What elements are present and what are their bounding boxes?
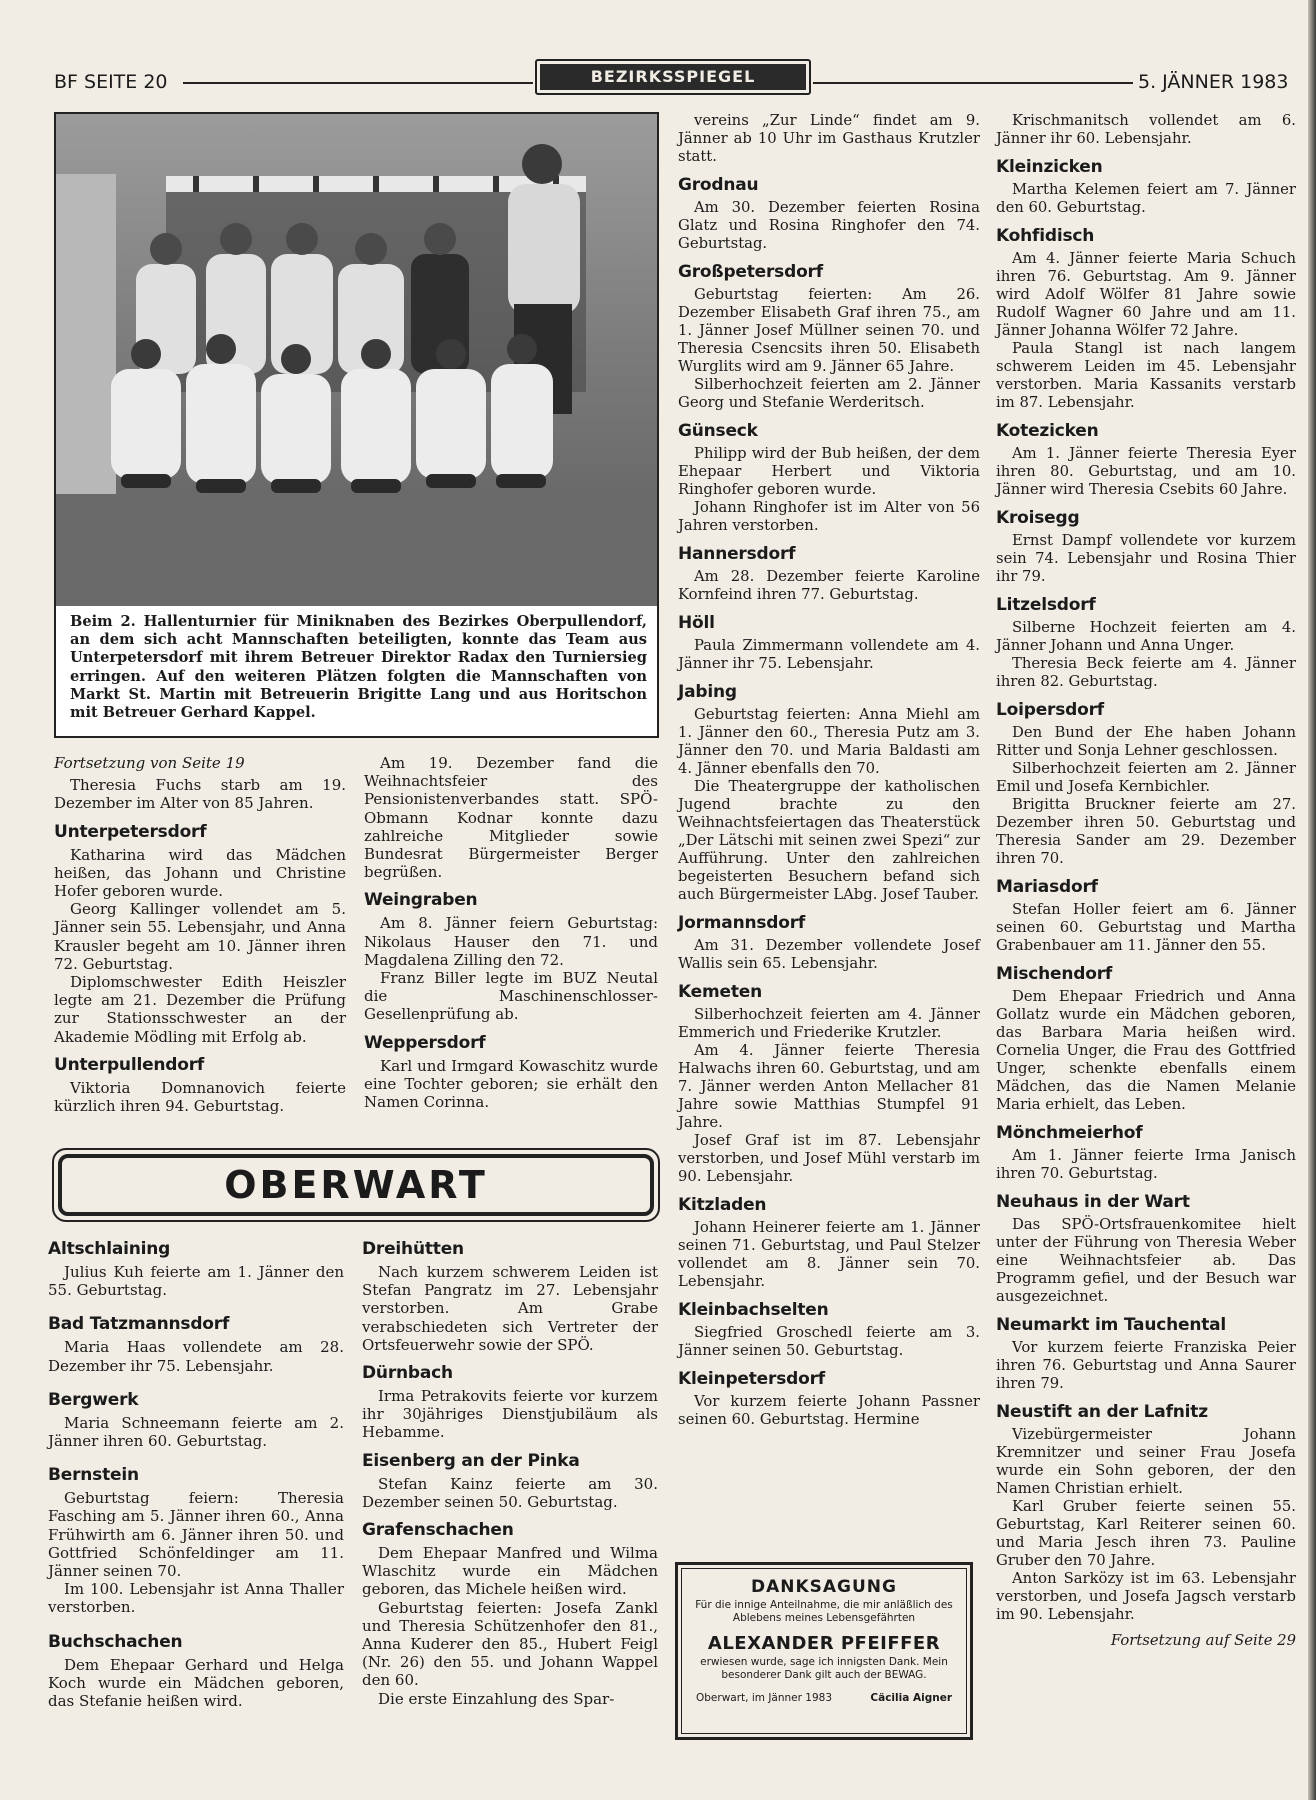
paragraph: Dem Ehepaar Gerhard und Helga Koch wurde ein Mädchen geboren, das Stefanie heißen wird. <box>48 1655 344 1711</box>
photo-caption: Beim 2. Hallenturnier für Miniknaben des Bezirkes Oberpullendorf, an dem sich acht Mannschaften beteiligten, konnte das Team aus Unterpetersdorf mit ihrem Betreuer Direktor Radax den Turniersieg erringen. Auf den weiteren Plätzen folgten die Mannschaften von Markt St. Martin mit Betreuerin Brigitte Lang und aus Horitschon mit Betreuer Gerhard Kappel. <box>70 613 647 722</box>
notice-name: ALEXANDER PFEIFFER <box>707 1633 941 1654</box>
paragraph: Vor kurzem feierte Johann Passner seinen 60. Geburtstag. Hermine <box>678 1393 980 1428</box>
section-heading: Kleinpetersdorf <box>678 1369 825 1389</box>
paragraph: Krischmanitsch vollendet am 6. Jänner ihr 60. Lebensjahr. <box>996 112 1296 147</box>
column-2-upper <box>364 754 658 1111</box>
column-1-lower <box>48 1238 344 1710</box>
paragraph: Nach kurzem schwerem Leiden ist Stefan Pangratz im 27. Lebensjahr verstorben. Am Grabe verabschiedeten sich Vertreter der Ortsfeuerwehr sowie der SPÖ. <box>362 1263 658 1354</box>
column-2-lower <box>362 1238 658 1708</box>
paragraph: Maria Schneemann feierte am 2. Jänner ihren 60. Geburtstag. <box>48 1413 344 1451</box>
paragraph: Geburtstag feiern: Theresia Fasching am 5. Jänner ihren 60., Anna Frühwirth am 6. Jänner ihren 50. und Gottfried Schönfeldinger am 11. Jänner seinen 70. <box>48 1489 344 1581</box>
paragraph: vereins „Zur Linde“ findet am 9. Jänner ab 10 Uhr im Gasthaus Krutzler statt. <box>678 112 980 165</box>
paragraph: Geburtstag feierten: Anna Miehl am 1. Jänner den 60., Theresia Putz am 3. Jänner den 70. und Maria Baldasti am 4. Jänner ebenfalls den 70. <box>678 706 980 777</box>
header-rule-left <box>183 82 533 84</box>
paragraph: Siegfried Groschedl feierte am 3. Jänner seinen 50. Geburtstag. <box>678 1324 980 1359</box>
paragraph: Stefan Kainz feierte am 30. Dezember seinen 50. Geburtstag. <box>362 1474 658 1511</box>
section-heading: Mariasdorf <box>996 877 1098 897</box>
paragraph: Am 31. Dezember vollendete Josef Wallis sein 65. Lebensjahr. <box>678 937 980 972</box>
paragraph: Johann Ringhofer ist im Alter von 56 Jahren verstorben. <box>678 499 980 534</box>
paragraph: Silberhochzeit feierten am 2. Jänner Georg und Stefanie Werderitsch. <box>678 376 980 411</box>
section-heading: Unterpetersdorf <box>54 821 207 842</box>
section-heading: Kohfidisch <box>996 226 1095 246</box>
paragraph: Silberhochzeit feierten am 2. Jänner Emil und Josefa Kernbichler. <box>996 760 1296 795</box>
paragraph: Anton Sarközy ist im 63. Lebensjahr verstorben, und Josefa Jagsch verstarb im 90. Lebensjahr. <box>996 1570 1296 1623</box>
section-heading: Grodnau <box>678 175 759 195</box>
paragraph: Stefan Holler feiert am 6. Jänner seinen 60. Geburtstag und Martha Grabenbauer am 11. Jänner den 55. <box>996 901 1296 954</box>
notice-signer: Cäcilia Aigner <box>870 1692 952 1704</box>
column-3 <box>678 112 980 1429</box>
paragraph: Franz Biller legte im BUZ Neutal die Maschinenschlosser-Gesellenprüfung ab. <box>364 969 658 1024</box>
section-heading: Höll <box>678 613 715 633</box>
paragraph: Vor kurzem feierte Franziska Peier ihren 76. Geburtstag und Anna Saurer ihren 79. <box>996 1339 1296 1392</box>
section-heading: Bergwerk <box>48 1389 139 1410</box>
section-heading: Litzelsdorf <box>996 595 1096 615</box>
paragraph: Viktoria Domnanovich feierte kürzlich ihren 94. Geburtstag. <box>54 1078 346 1116</box>
team-photo <box>56 114 657 606</box>
paragraph: Ernst Dampf vollendete vor kurzem sein 74. Lebensjahr und Rosina Thier ihr 79. <box>996 532 1296 585</box>
paragraph: Am 1. Jänner feierte Irma Janisch ihren 70. Geburtstag. <box>996 1147 1296 1182</box>
column-4 <box>996 112 1296 1650</box>
paragraph: Martha Kelemen feiert am 7. Jänner den 60. Geburtstag. <box>996 181 1296 216</box>
section-heading: Loipersdorf <box>996 700 1104 720</box>
paragraph: Karl Gruber feierte seinen 55. Geburtstag, Karl Reiterer seinen 60. und Maria Jesch ihren 73. Pauline Gruber den 70 Jahre. <box>996 1498 1296 1569</box>
paragraph: Dem Ehepaar Manfred und Wilma Wlaschitz wurde ein Mädchen geboren, das Michele heißen wird. <box>362 1544 658 1599</box>
paragraph: Am 19. Dezember fand die Weihnachtsfeier des Pensionistenverbandes statt. SPÖ-Obmann Kodnar konnte dazu zahlreiche Mitglieder sowie Bundesrat Bürgermeister Berger begrüßen. <box>364 754 658 882</box>
section-heading: Unterpullendorf <box>54 1054 205 1075</box>
section-heading: Mischendorf <box>996 964 1113 984</box>
notice-text: Für die innige Anteilnahme, die mir anläßlich des Ablebens meines Lebensgefährten <box>695 1599 953 1624</box>
section-heading: Mönchmeierhof <box>996 1123 1143 1143</box>
section-heading: Buchschachen <box>48 1631 183 1652</box>
paragraph: Geburtstag feierten: Am 26. Dezember Elisabeth Graf ihren 75., am 1. Jänner Josef Müllner seinen 70. und Theresia Csencsits ihren 50. Elisabeth Wurglits wird am 9. Jänner 65 Jahre. <box>678 286 980 375</box>
paragraph: Diplomschwester Edith Heiszler legte am 21. Dezember die Prüfung zur Stationsschwester an der Akademie Mödling mit Erfolg ab. <box>54 973 346 1046</box>
section-heading: Günseck <box>678 421 758 441</box>
section-heading: Kemeten <box>678 982 763 1002</box>
paragraph: Maria Haas vollendete am 28. Dezember ihr 75. Lebensjahr. <box>48 1338 344 1375</box>
paragraph: Die Theatergruppe der katholischen Jugend brachte zu den Weihnachtsfeiertagen das Theaterstück „Der Lätschi mit seinen zwei Spezi“ zur Aufführung. Unter den zahlreichen begeisterten Besuchern befand sich auch Bürgermeister LAbg. Josef Tauber. <box>678 778 980 903</box>
column-1-upper <box>54 754 346 1115</box>
paragraph: Paula Zimmermann vollendete am 4. Jänner ihr 75. Lebensjahr. <box>678 637 980 672</box>
section-heading: Weppersdorf <box>364 1032 486 1053</box>
paragraph: Irma Petrakovits feierte vor kurzem ihr 30jähriges Dienstjubiläum als Hebamme. <box>362 1387 658 1442</box>
section-heading: Bad Tatzmannsdorf <box>48 1314 230 1335</box>
team-photo-box <box>54 112 659 738</box>
region-banner-title: OBERWART <box>58 1154 654 1216</box>
continued-from: Fortsetzung von Seite 19 <box>54 754 245 772</box>
paragraph: Vizebürgermeister Johann Kremnitzer und seiner Frau Josefa wurde ein Sohn geboren, der den Namen Christian erhielt. <box>996 1426 1296 1497</box>
section-heading: Neuhaus in der Wart <box>996 1192 1190 1212</box>
paragraph: Josef Graf ist im 87. Lebensjahr verstorben, und Josef Mühl verstarb im 90. Lebensjahr. <box>678 1132 980 1185</box>
section-heading: Kitzladen <box>678 1195 767 1215</box>
paragraph: Silberne Hochzeit feierten am 4. Jänner Johann und Anna Unger. <box>996 619 1296 654</box>
section-heading: Hannersdorf <box>678 544 796 564</box>
paragraph: Silberhochzeit feierten am 4. Jänner Emmerich und Friederike Krutzler. <box>678 1006 980 1041</box>
paragraph: Die erste Einzahlung des Spar- <box>378 1689 615 1708</box>
section-heading: Bernstein <box>48 1465 139 1486</box>
section-heading: Dürnbach <box>362 1363 453 1384</box>
paragraph: Am 1. Jänner feierte Theresia Eyer ihren 80. Geburtstag, und am 10. Jänner wird Theresia Csebits 60 Jahre. <box>996 445 1296 498</box>
paragraph: Katharina wird das Mädchen heißen, das Johann und Christine Hofer geboren wurde. <box>54 845 346 901</box>
section-heading: Eisenberg an der Pinka <box>362 1450 580 1471</box>
paragraph: Am 4. Jänner feierte Maria Schuch ihren 76. Geburtstag. Am 9. Jänner wird Adolf Wölfer 81 Jahre sowie Rudolf Wagner 60 Jahre und am 11. Jänner Johanna Wölfer 72 Jahre. <box>996 250 1296 339</box>
section-heading: Jabing <box>678 682 737 702</box>
section-heading: Kroisegg <box>996 508 1080 528</box>
danksagung-notice <box>675 1562 973 1740</box>
section-heading: Dreihütten <box>362 1239 464 1259</box>
region-banner <box>52 1148 660 1222</box>
paragraph: Johann Heinerer feierte am 1. Jänner seinen 71. Geburtstag, und Paul Stelzer vollendet am 8. Jänner sein 70. Lebensjahr. <box>678 1219 980 1290</box>
notice-title: DANKSAGUNG <box>750 1577 897 1597</box>
paragraph: Georg Kallinger vollendet am 5. Jänner sein 55. Lebensjahr, und Anna Krausler begeht am 10. Jänner ihren 72. Geburtstag. <box>54 900 346 973</box>
section-heading: Großpetersdorf <box>678 262 823 282</box>
notice-text: erwiesen wurde, sage ich innigsten Dank. Mein besonderer Dank gilt auch der BEWAG. <box>700 1656 948 1681</box>
section-heading: Grafenschachen <box>362 1520 514 1541</box>
paragraph: Am 8. Jänner feiern Geburtstag: Nikolaus Hauser den 71. und Magdalena Zilling den 72. <box>364 914 658 969</box>
paragraph: Dem Ehepaar Friedrich und Anna Gollatz wurde ein Mädchen geboren, das Barbara Maria heißen wird. Cornelia Unger, die Frau des Gottfried Unger, schenkte ebenfalls einem Mädchen, das die Namen Melanie Maria erhielt, das Leben. <box>996 988 1296 1113</box>
paragraph: Julius Kuh feierte am 1. Jänner den 55. Geburtstag. <box>48 1263 344 1300</box>
section-heading: Kotezicken <box>996 421 1099 441</box>
paragraph: Am 30. Dezember feierten Rosina Glatz und Rosina Ringhofer den 74. Geburtstag. <box>678 199 980 252</box>
paragraph: Paula Stangl ist nach langem schwerem Leiden im 45. Lebensjahr verstorben. Maria Kassanits verstarb im 87. Lebensjahr. <box>996 340 1296 411</box>
paragraph: Brigitta Bruckner feierte am 27. Dezember ihren 50. Geburtstag und Theresia Sander am 29. Dezember ihren 70. <box>996 796 1296 867</box>
paragraph: Theresia Fuchs starb am 19. Dezember im Alter von 85 Jahren. <box>54 776 346 813</box>
paragraph: Philipp wird der Bub heißen, der dem Ehepaar Herbert und Viktoria Ringhofer geboren wurde. <box>678 445 980 498</box>
paragraph: Das SPÖ-Ortsfrauenkomitee hielt unter der Führung von Theresia Weber eine Weihnachtsfeier ab. Das Programm gefiel, und der Besuch war ausgezeichnet. <box>996 1216 1296 1305</box>
page-number: BF SEITE 20 <box>54 71 168 93</box>
notice-place: Oberwart, im Jänner 1983 <box>696 1692 832 1704</box>
paragraph: Am 4. Jänner feierte Theresia Halwachs ihren 60. Geburtstag, und am 7. Jänner werden Anton Mellacher 81 Jahre sowie Matthias Stumpfel 91 Jahre. <box>678 1042 980 1131</box>
section-heading: Altschlaining <box>48 1239 171 1259</box>
continued-on: Fortsetzung auf Seite 29 <box>1110 1632 1296 1649</box>
header-rule-right <box>813 82 1133 84</box>
issue-date: 5. JÄNNER 1983 <box>1138 71 1289 93</box>
paragraph: Am 28. Dezember feierte Karoline Kornfeind ihren 77. Geburtstag. <box>678 568 980 603</box>
paragraph: Karl und Irmgard Kowaschitz wurde eine Tochter geboren; sie erhält den Namen Corinna. <box>364 1056 658 1112</box>
section-heading: Neumarkt im Tauchental <box>996 1315 1227 1335</box>
paragraph: Den Bund der Ehe haben Johann Ritter und Sonja Lehner geschlossen. <box>996 724 1296 759</box>
masthead <box>535 59 811 95</box>
paragraph: Im 100. Lebensjahr ist Anna Thaller verstorben. <box>48 1580 344 1617</box>
page-edge <box>1308 0 1316 1800</box>
section-heading: Kleinzicken <box>996 157 1103 177</box>
masthead-title: BEZIRKSSPIEGEL <box>540 64 806 90</box>
section-heading: Jormannsdorf <box>678 913 806 933</box>
section-heading: Kleinbachselten <box>678 1300 829 1320</box>
paragraph: Geburtstag feierten: Josefa Zankl und Theresia Schützenhofer den 81., Anna Kuderer den 85., Hubert Feigl (Nr. 26) den 55. und Johann Wappel den 60. <box>362 1598 658 1690</box>
section-heading: Neustift an der Lafnitz <box>996 1402 1208 1422</box>
paragraph: Theresia Beck feierte am 4. Jänner ihren 82. Geburtstag. <box>996 655 1296 690</box>
section-heading: Weingraben <box>364 890 478 911</box>
